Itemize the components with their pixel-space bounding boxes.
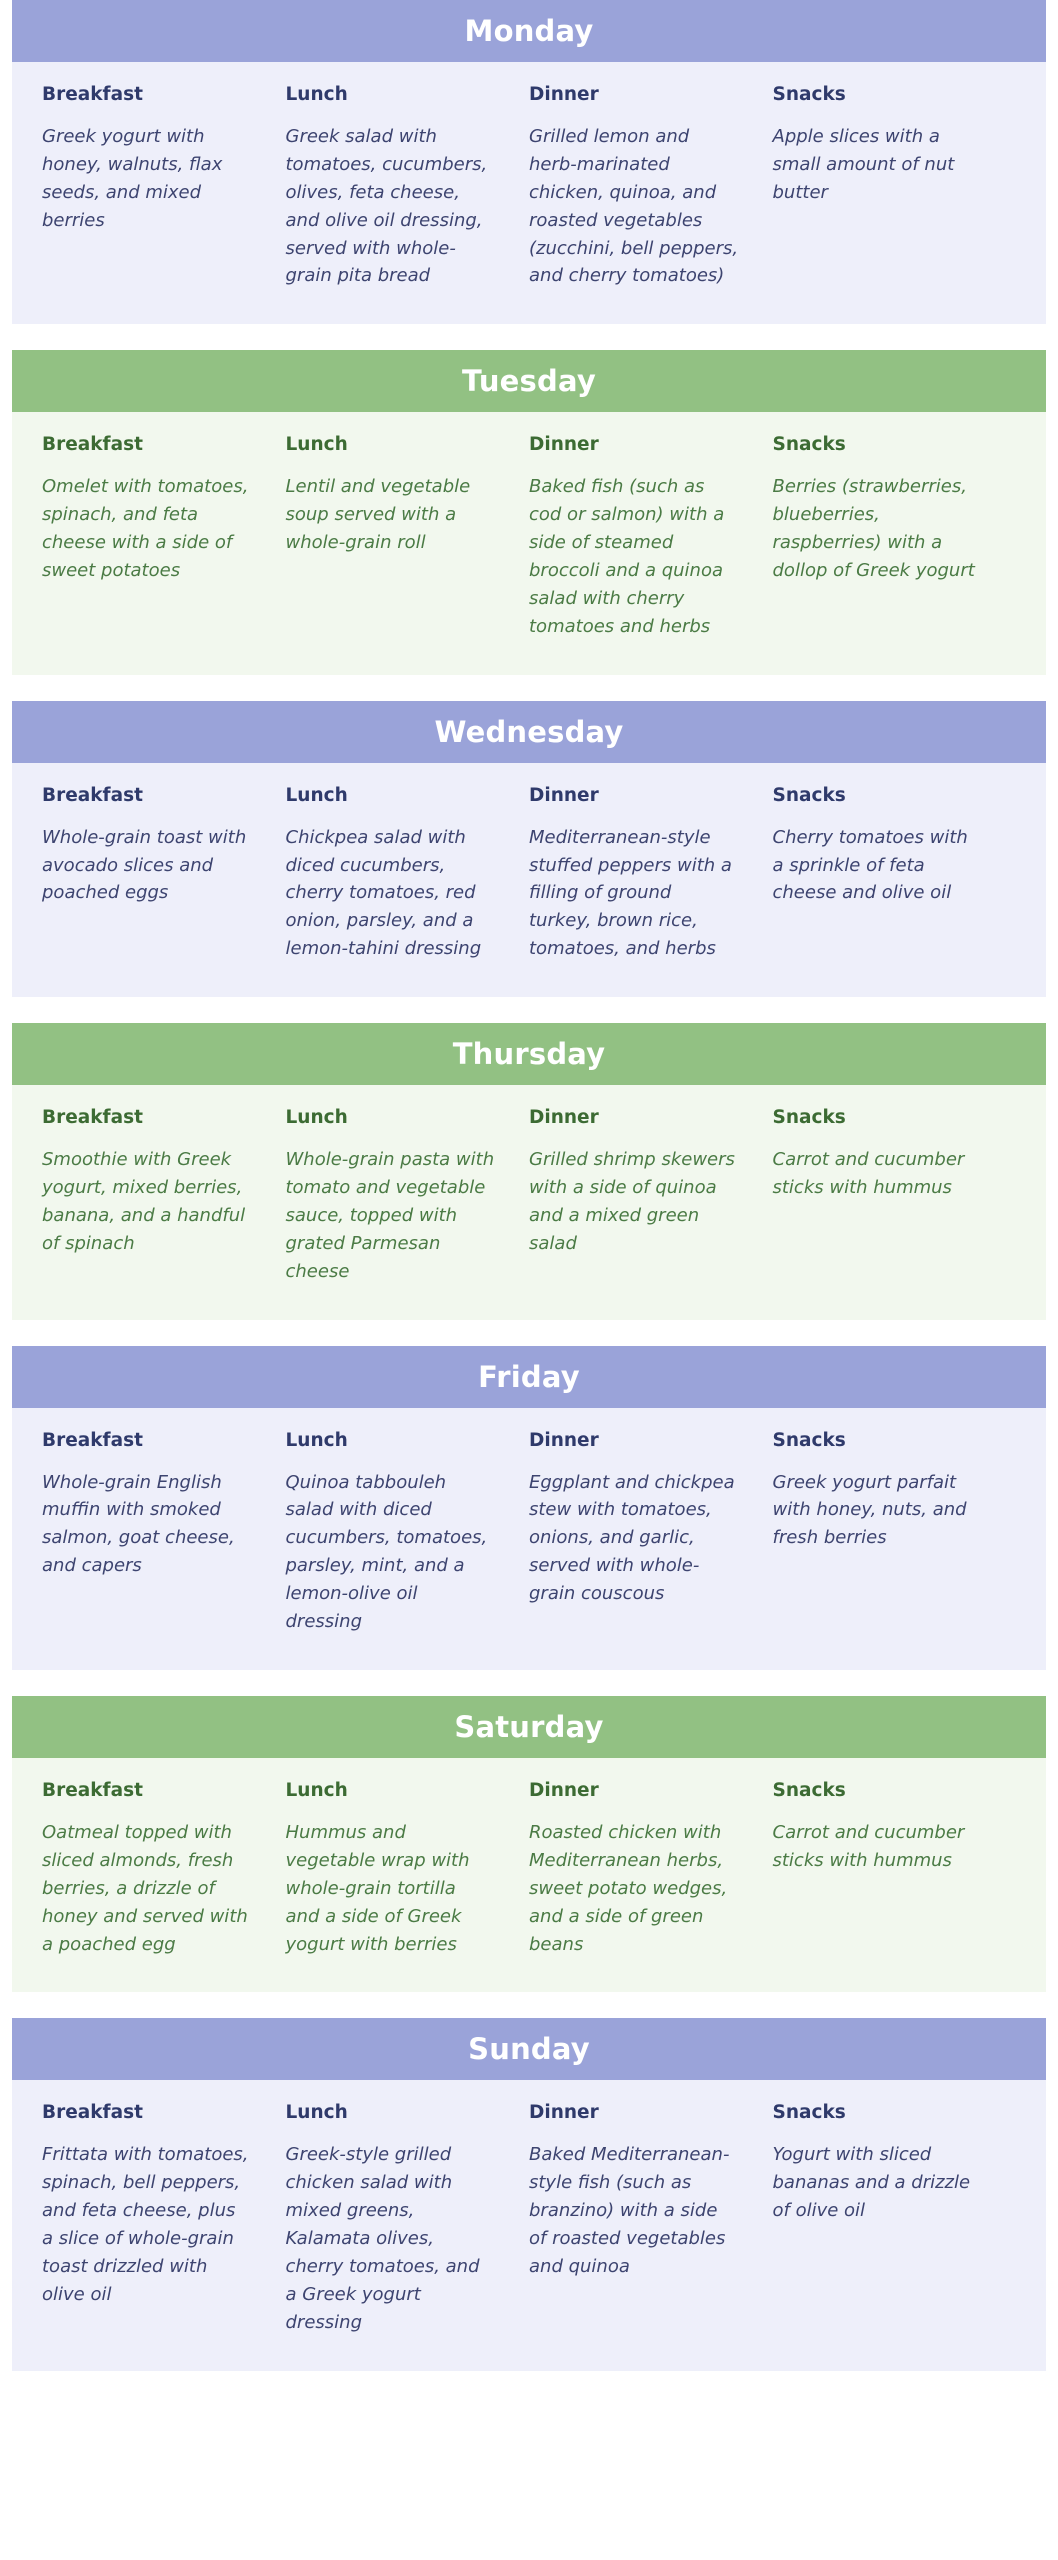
meal-description-breakfast: Omelet with tomatoes, spinach, and feta cheese with a side of sweet potatoes <box>42 476 249 582</box>
meal-description-dinner: Mediterranean-style stuffed peppers with a filling of ground turkey, brown rice, tomatoes, and herbs <box>529 826 732 960</box>
meal-cell-dinner <box>529 785 773 963</box>
meal-label-snacks: Snacks <box>772 434 846 456</box>
meal-label-dinner: Dinner <box>529 84 599 105</box>
meal-description-snacks: Apple slices with a small amount of nut butter <box>772 126 955 203</box>
meal-description-lunch: Greek-style grilled chicken salad with mixed greens, Kalamata olives, cherry tomatoes, and a Greek yogurt dressing <box>285 2144 480 2333</box>
meal-cell-breakfast <box>42 1430 286 1636</box>
meal-cell-dinner <box>529 1780 773 1958</box>
meal-label-lunch: Lunch <box>285 784 348 806</box>
meal-description-breakfast: Whole-grain toast with avocado slices and poached eggs <box>42 826 247 904</box>
meal-description-lunch: Greek salad with tomatoes, cucumbers, olives, feta cheese, and olive oil dressing, served with whole-grain pita bread <box>285 126 488 287</box>
meal-cell-lunch <box>286 2102 530 2336</box>
meal-description-lunch: Chickpea salad with diced cucumbers, cherry tomatoes, red onion, parsley, and a lemon-tahini dressing <box>285 826 482 960</box>
day-block-saturday <box>0 1696 1058 1992</box>
meal-cell-lunch <box>286 785 530 963</box>
meal-description-breakfast: Greek yogurt with honey, walnuts, flax seeds, and mixed berries <box>42 126 223 231</box>
meal-label-snacks: Snacks <box>772 84 846 105</box>
meal-cell-lunch <box>286 1107 530 1285</box>
day-block-tuesday <box>0 350 1058 674</box>
meal-cell-dinner <box>529 2102 773 2336</box>
day-block-sunday <box>0 2018 1058 2370</box>
day-header-wednesday: Wednesday <box>12 701 1046 763</box>
meal-label-breakfast: Breakfast <box>42 2102 143 2124</box>
meal-label-breakfast: Breakfast <box>42 1779 143 1801</box>
meal-row-sunday <box>12 2080 1046 2370</box>
meal-cell-lunch <box>286 84 530 290</box>
day-header-friday: Friday <box>12 1346 1046 1408</box>
meal-label-breakfast: Breakfast <box>42 784 143 806</box>
meal-label-lunch: Lunch <box>285 434 348 456</box>
meal-description-dinner: Roasted chicken with Mediterranean herbs, sweet potato wedges, and a side of green beans <box>529 1821 728 1955</box>
meal-description-lunch: Lentil and vegetable soup served with a whole-grain roll <box>285 476 471 554</box>
meal-description-snacks: Cherry tomatoes with a sprinkle of feta cheese and olive oil <box>772 826 968 904</box>
meal-cell-snacks <box>773 1107 1017 1285</box>
meal-description-snacks: Yogurt with sliced bananas and a drizzle of olive oil <box>772 2144 971 2222</box>
day-header-tuesday: Tuesday <box>12 350 1046 412</box>
meal-label-snacks: Snacks <box>772 784 846 806</box>
meal-label-snacks: Snacks <box>772 1779 846 1801</box>
meal-cell-breakfast <box>42 434 286 640</box>
meal-label-lunch: Lunch <box>285 1107 348 1129</box>
meal-cell-dinner <box>529 1430 773 1636</box>
meal-label-breakfast: Breakfast <box>42 1107 143 1129</box>
meal-label-dinner: Dinner <box>529 1107 599 1129</box>
meal-label-lunch: Lunch <box>285 1779 348 1801</box>
meal-description-snacks: Greek yogurt parfait with honey, nuts, and fresh berries <box>772 1471 967 1549</box>
meal-description-breakfast: Whole-grain English muffin with smoked salmon, goat cheese, and capers <box>42 1471 235 1577</box>
meal-row-wednesday <box>12 763 1046 997</box>
day-header-sunday: Sunday <box>12 2018 1046 2080</box>
meal-row-thursday <box>12 1085 1046 1319</box>
meal-label-dinner: Dinner <box>529 784 599 806</box>
meal-row-monday <box>12 62 1046 324</box>
meal-label-snacks: Snacks <box>772 2102 846 2124</box>
meal-description-snacks: Berries (strawberries, blueberries, raspberries) with a dollop of Greek yogurt <box>772 476 975 582</box>
meal-label-lunch: Lunch <box>285 1429 348 1451</box>
meal-cell-snacks <box>773 84 1017 290</box>
day-block-thursday <box>0 1023 1058 1319</box>
meal-cell-dinner <box>529 434 773 640</box>
meal-label-breakfast: Breakfast <box>42 84 143 105</box>
meal-label-dinner: Dinner <box>529 2102 599 2124</box>
meal-row-tuesday <box>12 412 1046 674</box>
meal-cell-dinner <box>529 1107 773 1285</box>
meal-cell-breakfast <box>42 1107 286 1285</box>
meal-description-breakfast: Oatmeal topped with sliced almonds, fresh berries, a drizzle of honey and served with a poached egg <box>42 1821 248 1955</box>
meal-cell-lunch <box>286 434 530 640</box>
meal-description-dinner: Grilled shrimp skewers with a side of quinoa and a mixed green salad <box>529 1149 735 1254</box>
meal-description-dinner: Eggplant and chickpea stew with tomatoes, onions, and garlic, served with whole-grain couscous <box>529 1471 735 1605</box>
meal-description-breakfast: Smoothie with Greek yogurt, mixed berries, banana, and a handful of spinach <box>42 1149 246 1254</box>
meal-description-dinner: Baked fish (such as cod or salmon) with a side of steamed broccoli and a quinoa salad with cherry tomatoes and herbs <box>529 476 725 637</box>
meal-description-lunch: Quinoa tabbouleh salad with diced cucumbers, tomatoes, parsley, mint, and a lemon-olive oil dressing <box>285 1471 488 1633</box>
meal-label-lunch: Lunch <box>285 2102 348 2124</box>
meal-label-snacks: Snacks <box>772 1429 846 1451</box>
meal-cell-snacks <box>773 434 1017 640</box>
day-header-monday: Monday <box>12 0 1046 62</box>
meal-description-dinner: Baked Mediterranean-style fish (such as branzino) with a side of roasted vegetables and quinoa <box>529 2144 730 2277</box>
meal-cell-snacks <box>773 2102 1017 2336</box>
meal-label-dinner: Dinner <box>529 1429 599 1451</box>
meal-cell-lunch <box>286 1780 530 1958</box>
meal-description-lunch: Whole-grain pasta with tomato and vegetable sauce, topped with grated Parmesan cheese <box>285 1149 495 1282</box>
meal-row-saturday <box>12 1758 1046 1992</box>
meal-description-snacks: Carrot and cucumber sticks with hummus <box>772 1149 965 1199</box>
meal-cell-breakfast <box>42 2102 286 2336</box>
meal-cell-breakfast <box>42 84 286 290</box>
meal-cell-snacks <box>773 1780 1017 1958</box>
meal-label-snacks: Snacks <box>772 1107 846 1129</box>
meal-label-lunch: Lunch <box>285 84 348 105</box>
meal-label-breakfast: Breakfast <box>42 1429 143 1451</box>
meal-label-breakfast: Breakfast <box>42 434 143 456</box>
meal-cell-breakfast <box>42 1780 286 1958</box>
meal-description-breakfast: Frittata with tomatoes, spinach, bell peppers, and feta cheese, plus a slice of whole-grain toast drizzled with olive oil <box>42 2144 249 2305</box>
meal-description-snacks: Carrot and cucumber sticks with hummus <box>772 1821 965 1871</box>
day-header-saturday: Saturday <box>12 1696 1046 1758</box>
day-block-monday <box>0 0 1058 324</box>
day-header-thursday: Thursday <box>12 1023 1046 1085</box>
meal-cell-snacks <box>773 1430 1017 1636</box>
meal-cell-lunch <box>286 1430 530 1636</box>
day-block-friday <box>0 1346 1058 1670</box>
meal-cell-breakfast <box>42 785 286 963</box>
meal-cell-snacks <box>773 785 1017 963</box>
meal-description-dinner: Grilled lemon and herb-marinated chicken, quinoa, and roasted vegetables (zucchini, bell peppers, and cherry tomatoes) <box>529 126 739 287</box>
meal-row-friday <box>12 1408 1046 1670</box>
day-block-wednesday <box>0 701 1058 997</box>
meal-label-dinner: Dinner <box>529 434 599 456</box>
meal-cell-dinner <box>529 84 773 290</box>
meal-description-lunch: Hummus and vegetable wrap with whole-grain tortilla and a side of Greek yogurt with berries <box>285 1821 470 1955</box>
meal-label-dinner: Dinner <box>529 1779 599 1801</box>
